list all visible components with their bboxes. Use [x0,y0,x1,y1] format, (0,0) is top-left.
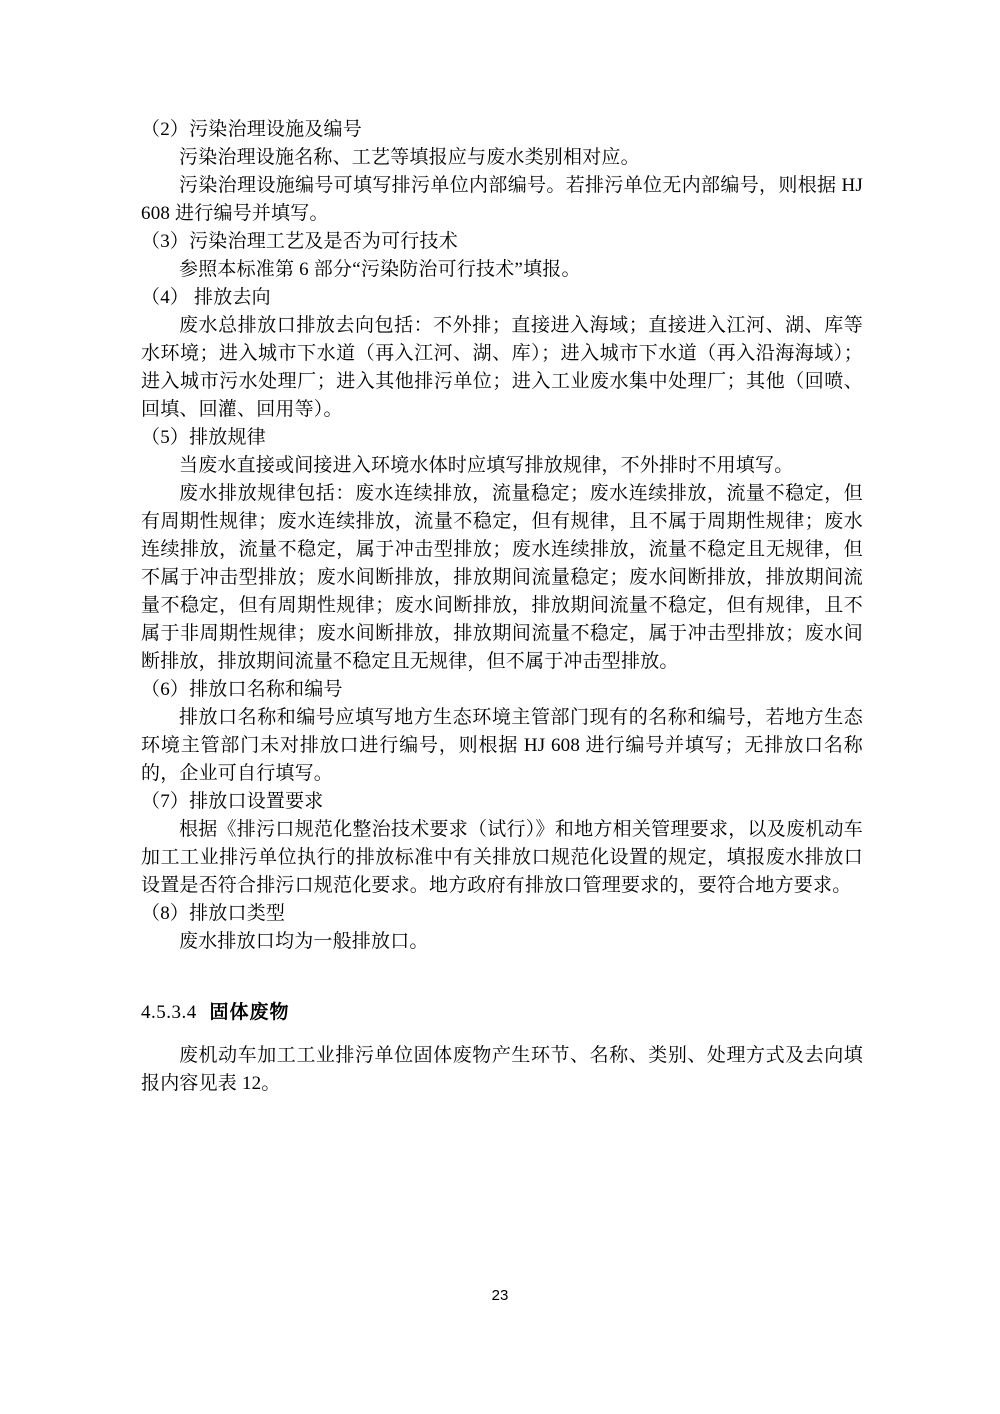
section-title: 固体废物 [209,1002,290,1023]
section-heading [141,999,863,1027]
list-item-heading: （2）污染治理设施及编号 [141,119,362,140]
list-item-heading: （3）污染治理工艺及是否为可行技术 [141,231,458,252]
page-number: 23 [491,1287,509,1304]
paragraph: 排放口名称和编号应填写地方生态环境主管部门现有的名称和编号，若地方生态环境主管部门未对排放口进行编号，则根据 HJ 608 进行编号并填写；无排放口名称的，企业可自行填写。 [141,707,863,784]
paragraph: 废机动车加工工业排污单位固体废物产生环节、名称、类别、处理方式及去向填报内容见表 12。 [141,1045,863,1094]
paragraph: 污染治理设施编号可填写排污单位内部编号。若排污单位无内部编号，则根据 HJ 608 进行编号并填写。 [141,175,863,224]
paragraph: 当废水直接或间接进入环境水体时应填写排放规律，不外排时不用填写。 [179,455,794,476]
page-body [141,116,863,1098]
list-item-heading: （4） 排放去向 [141,287,271,308]
list-item-heading: （6）排放口名称和编号 [141,679,343,700]
list-item-heading: （7）排放口设置要求 [141,791,324,812]
list-item-heading: （5）排放规律 [141,427,266,448]
paragraph: 废水总排放口排放去向包括：不外排；直接进入海域；直接进入江河、湖、库等水环境；进入城市下水道（再入江河、湖、库）；进入城市下水道（再入沿海海域）；进入城市污水处理厂；进入其他排污单位；进入工业废水集中处理厂；其他（回喷、回填、回灌、回用等）。 [141,315,863,420]
list-item-heading: （8）排放口类型 [141,903,286,924]
paragraph: 废水排放口均为一般排放口。 [179,931,429,952]
paragraph: 根据《排污口规范化整治技术要求（试行）》和地方相关管理要求，以及废机动车加工工业排污单位执行的排放标准中有关排放口规范化设置的规定，填报废水排放口设置是否符合排污口规范化要求。地方政府有排放口管理要求的，要符合地方要求。 [141,819,863,896]
section-number: 4.5.3.4 [141,1002,197,1023]
paragraph: 污染治理设施名称、工艺等填报应与废水类别相对应。 [179,147,640,168]
paragraph: 废水排放规律包括：废水连续排放，流量稳定；废水连续排放，流量不稳定，但有周期性规律；废水连续排放，流量不稳定，但有规律，且不属于周期性规律；废水连续排放，流量不稳定，属于冲击型排放；废水连续排放，流量不稳定且无规律，但不属于冲击型排放；废水间断排放，排放期间流量稳定；废水间断排放，排放期间流量不稳定，但有周期性规律；废水间断排放，排放期间流量不稳定，但有规律，且不属于非周期性规律；废水间断排放，排放期间流量不稳定，属于冲击型排放；废水间断排放，排放期间流量不稳定且无规律，但不属于冲击型排放。 [141,483,863,672]
paragraph: 参照本标准第 6 部分“污染防治可行技术”填报。 [179,259,581,280]
